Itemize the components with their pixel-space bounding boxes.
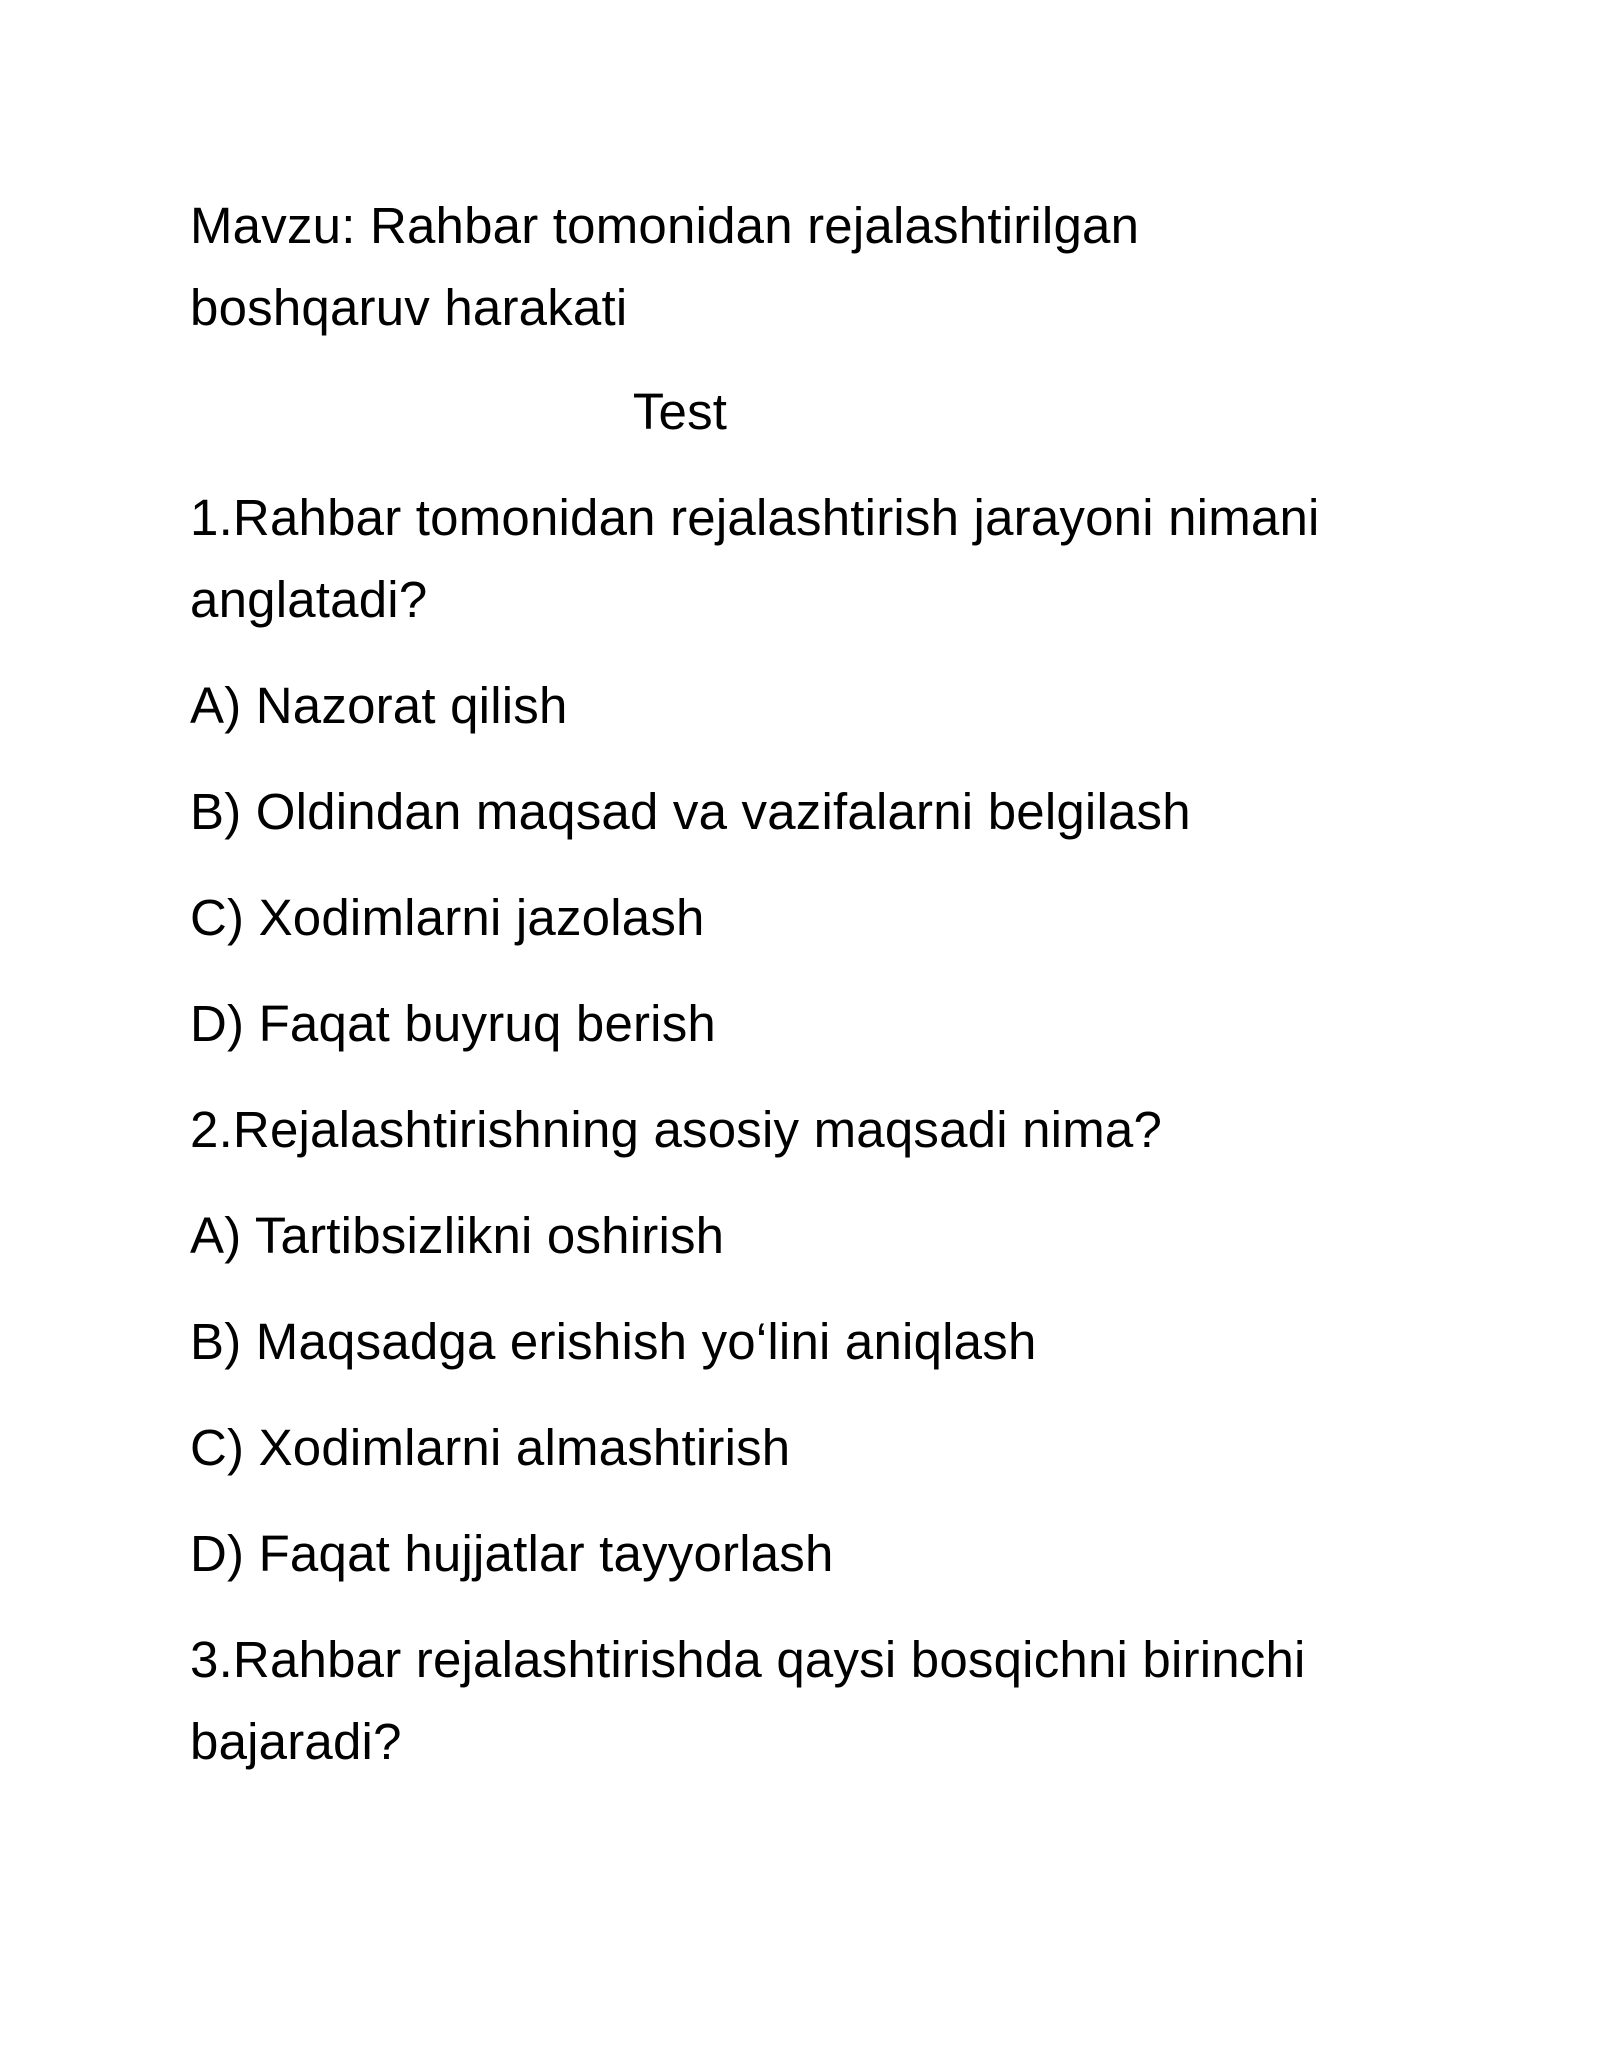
test-heading: Test [632, 383, 728, 440]
question-2-line-1: 2.Rejalashtirishning asosiy maqsadi nima? [190, 1101, 1163, 1158]
question-2-option-d: D) Faqat hujjatlar tayyorlash [190, 1525, 834, 1582]
question-1-option-b: B) Oldindan maqsad va vazifalarni belgilash [190, 783, 1191, 840]
question-1-line-1: 1.Rahbar tomonidan rejalashtirish jarayoni nimani [190, 489, 1320, 546]
question-1-line-2: anglatadi? [190, 571, 428, 628]
question-2-option-c: C) Xodimlarni almashtirish [190, 1419, 791, 1476]
question-3-line-1: 3.Rahbar rejalashtirishda qaysi bosqichni birinchi [190, 1631, 1306, 1688]
question-2-option-b: B) Maqsadga erishish yo‘lini aniqlash [190, 1313, 1037, 1370]
question-3-line-2: bajaradi? [190, 1713, 402, 1770]
question-2-option-a: A) Tartibsizlikni oshirish [190, 1207, 725, 1264]
topic-title-line-2: boshqaruv harakati [190, 279, 628, 336]
question-1-option-d: D) Faqat buyruq berish [190, 995, 716, 1052]
question-1-option-a: A) Nazorat qilish [190, 677, 568, 734]
topic-title-line-1: Mavzu: Rahbar tomonidan rejalashtirilgan [190, 197, 1140, 254]
question-1-option-c: C) Xodimlarni jazolash [190, 889, 705, 946]
